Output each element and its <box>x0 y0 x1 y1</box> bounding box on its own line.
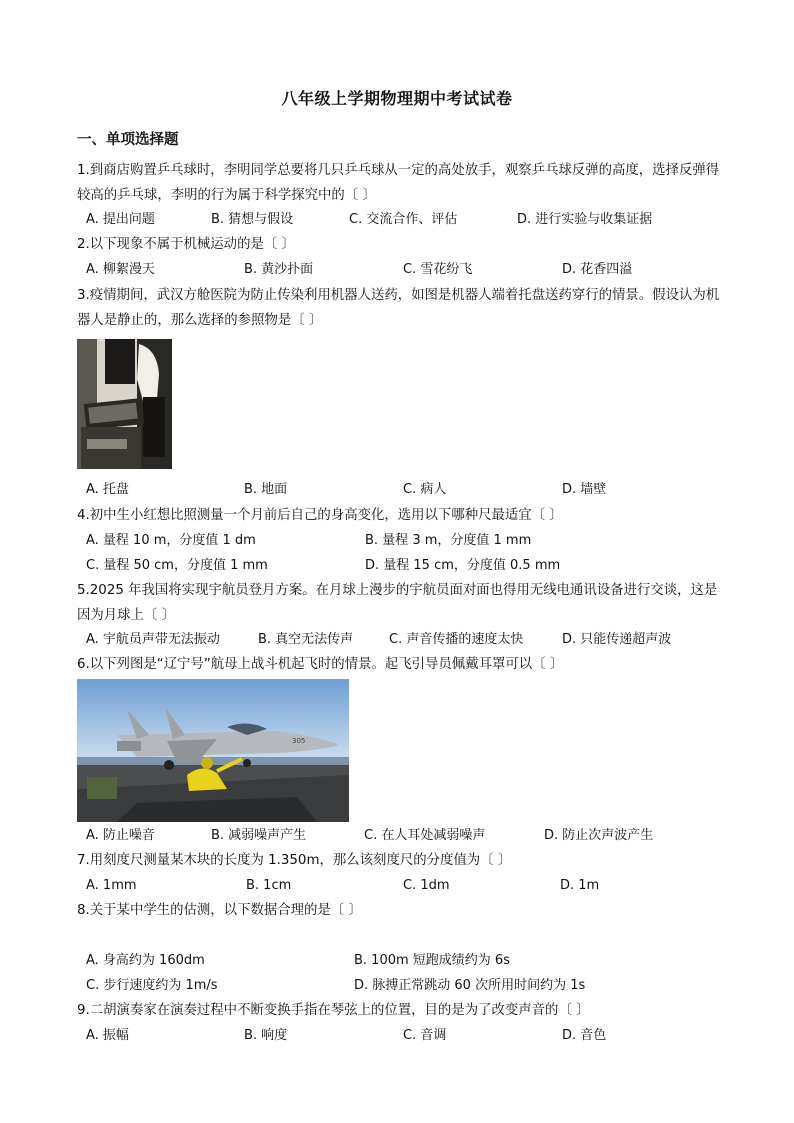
options-q2 <box>86 260 726 280</box>
options-q4-row2 <box>86 556 726 576</box>
option-b[interactable]: B. 猜想与假设 <box>211 212 294 227</box>
question-5: 5.2025 年我国将实现宇航员登月方案。在月球上漫步的宇航员面对面也得用无线电通讯设备进行交谈，这是因为月球上〔 〕 <box>77 583 718 623</box>
option-c[interactable]: C. 病人 <box>403 482 447 497</box>
option-d[interactable]: D. 脉搏正常跳动 60 次所用时间约为 1s <box>354 978 586 993</box>
option-b[interactable]: B. 响度 <box>244 1028 288 1043</box>
option-a[interactable]: A. 量程 10 m，分度值 1 dm <box>86 533 256 548</box>
section-heading: 一、单项选择题 <box>77 132 179 148</box>
option-b[interactable]: B. 地面 <box>244 482 288 497</box>
svg-text:305: 305 <box>292 737 306 745</box>
option-a[interactable]: A. 1mm <box>86 878 137 893</box>
option-a[interactable]: A. 托盘 <box>86 482 129 497</box>
question-9: 9.二胡演奏家在演奏过程中不断变换手指在琴弦上的位置，目的是为了改变声音的〔 〕 <box>77 1003 590 1018</box>
option-c[interactable]: C. 交流合作、评估 <box>349 212 458 227</box>
robot-photo-image <box>77 339 172 469</box>
option-b[interactable]: B. 真空无法传声 <box>258 632 354 647</box>
option-a[interactable]: A. 提出问题 <box>86 212 155 227</box>
options-q5 <box>86 630 726 650</box>
question-3: 3.疫情期间，武汉方舱医院为防止传染利用机器人送药，如图是机器人端着托盘送药穿行的情景。假设认为机器人是静止的，那么选择的参照物是〔 〕 <box>77 288 720 328</box>
robot-photo <box>77 339 172 469</box>
question-8: 8.关于某中学生的估测，以下数据合理的是〔 〕 <box>77 903 362 918</box>
option-b[interactable]: B. 量程 3 m，分度值 1 mm <box>365 533 532 548</box>
options-q9 <box>86 1026 726 1046</box>
option-a[interactable]: A. 柳絮漫天 <box>86 262 155 277</box>
question-1: 1.到商店购置乒乓球时，李明同学总要将几只乒乓球从一定的高处放手，观察乒乓球反弹的高度，选择反弹得较高的乒乓球，李明的行为属于科学探究中的〔 〕 <box>77 163 720 203</box>
question-7: 7.用刻度尺测量某木块的长度为 1.350m，那么该刻度尺的分度值为〔 〕 <box>77 853 512 868</box>
option-c[interactable]: C. 声音传播的速度太快 <box>389 632 524 647</box>
option-a[interactable]: A. 振幅 <box>86 1028 129 1043</box>
option-b[interactable]: B. 黄沙扑面 <box>244 262 314 277</box>
option-b[interactable]: B. 减弱噪声产生 <box>211 828 307 843</box>
option-a[interactable]: A. 防止噪音 <box>86 828 155 843</box>
option-a[interactable]: A. 身高约为 160dm <box>86 953 205 968</box>
options-q6 <box>86 826 726 846</box>
option-d[interactable]: D. 音色 <box>562 1028 607 1043</box>
option-b[interactable]: B. 1cm <box>246 878 292 893</box>
carrier-jet-image <box>77 679 349 822</box>
options-q3 <box>86 480 726 500</box>
option-d[interactable]: D. 只能传递超声波 <box>562 632 672 647</box>
option-a[interactable]: A. 宇航员声带无法振动 <box>86 632 220 647</box>
option-d[interactable]: D. 进行实验与收集证据 <box>517 212 653 227</box>
options-q8-row2 <box>86 976 726 996</box>
option-d[interactable]: D. 量程 15 cm，分度值 0.5 mm <box>365 558 561 573</box>
option-d[interactable]: D. 1m <box>560 878 600 893</box>
question-4: 4.初中生小红想比照测量一个月前后自己的身高变化，选用以下哪种尺最适宜〔 〕 <box>77 508 563 523</box>
option-d[interactable]: D. 防止次声波产生 <box>544 828 654 843</box>
options-q7 <box>86 876 726 896</box>
option-b[interactable]: B. 100m 短跑成绩约为 6s <box>354 953 510 968</box>
options-q1 <box>86 210 726 230</box>
question-2: 2.以下现象不属于机械运动的是〔 〕 <box>77 237 295 252</box>
page-title: 八年级上学期物理期中考试试卷 <box>281 89 513 108</box>
option-c[interactable]: C. 1dm <box>403 878 450 893</box>
options-q4-row1 <box>86 531 726 551</box>
option-c[interactable]: C. 量程 50 cm，分度值 1 mm <box>86 558 268 573</box>
option-d[interactable]: D. 花香四溢 <box>562 262 633 277</box>
option-c[interactable]: C. 在人耳处减弱噪声 <box>364 828 486 843</box>
option-c[interactable]: C. 音调 <box>403 1028 447 1043</box>
option-d[interactable]: D. 墙壁 <box>562 482 607 497</box>
options-q8-row1 <box>86 951 726 971</box>
option-c[interactable]: C. 步行速度约为 1m/s <box>86 978 218 993</box>
question-6: 6.以下列图是“辽宁号”航母上战斗机起飞时的情景。起飞引导员佩戴耳罩可以〔 〕 <box>77 657 564 672</box>
option-c[interactable]: C. 雪花纷飞 <box>403 262 473 277</box>
carrier-jet-photo <box>77 679 349 822</box>
